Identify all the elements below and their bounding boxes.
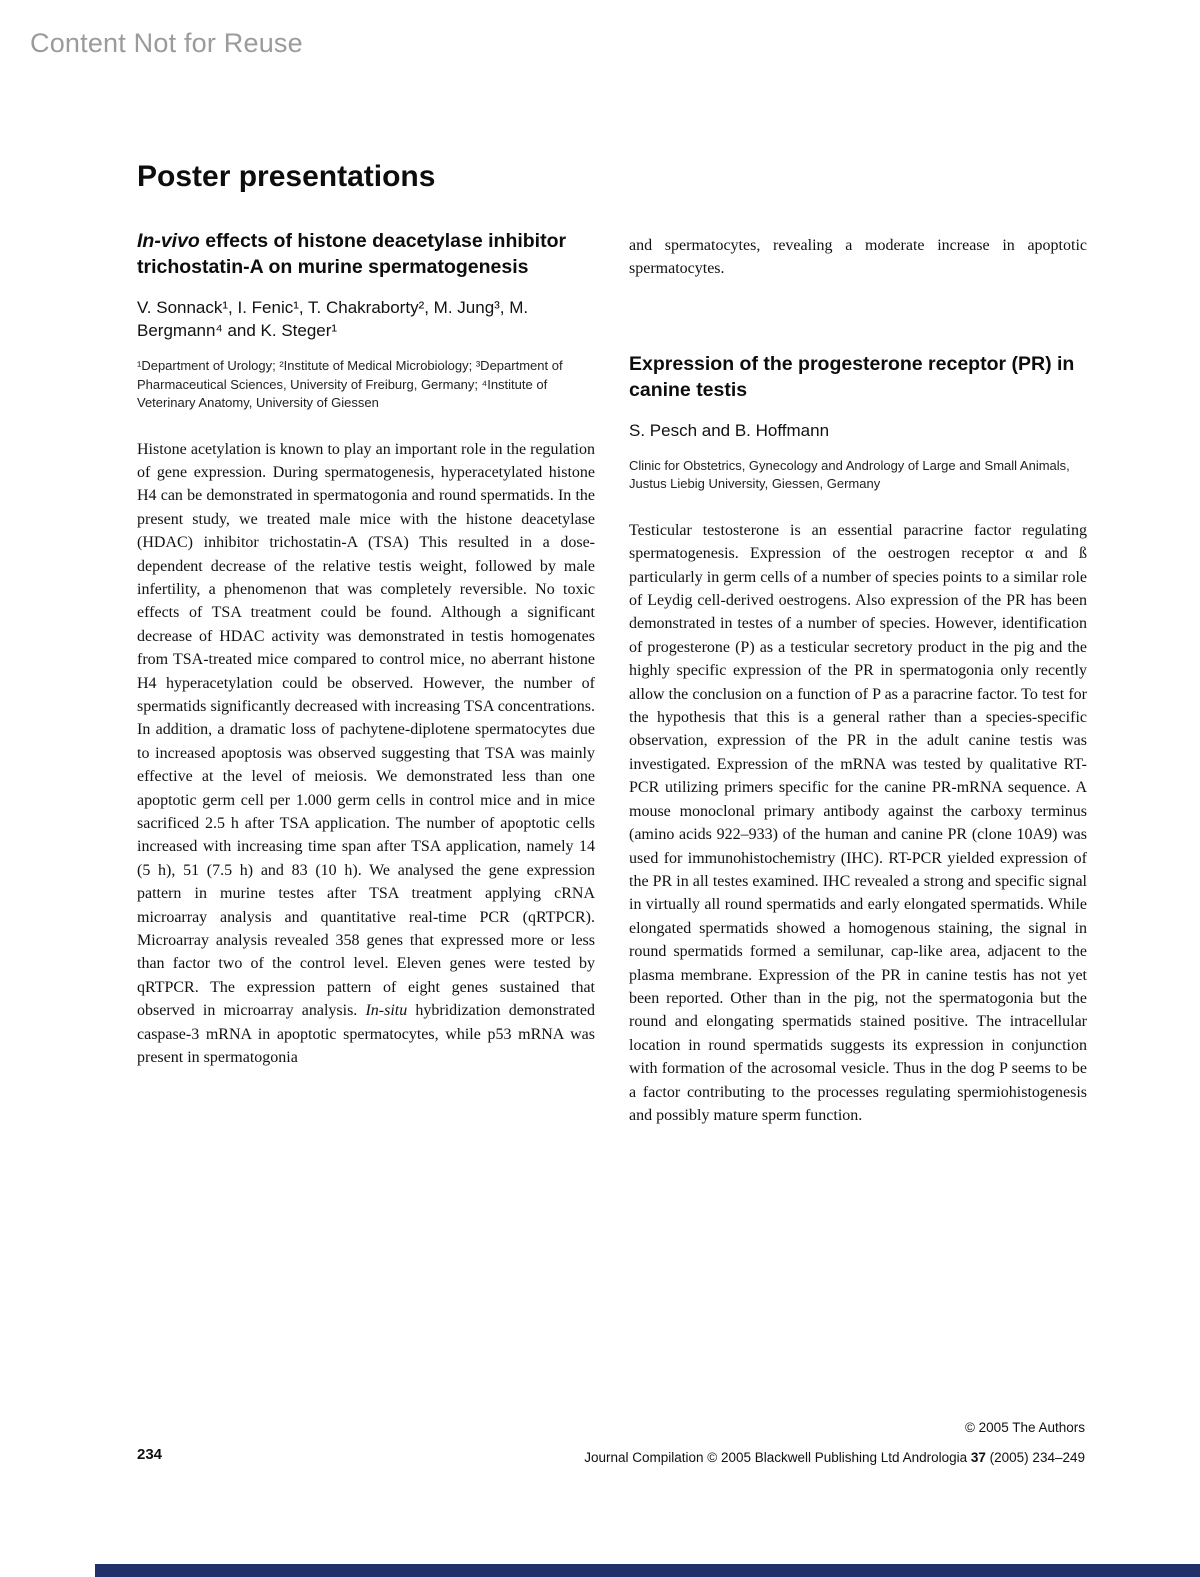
article1-abstract-italic-run: In-situ [365, 1002, 408, 1020]
article1-authors: V. Sonnack¹, I. Fenic¹, T. Chakraborty², M. Jung³, M. Bergmann⁴ and K. Steger¹ [137, 298, 529, 340]
article1-title [137, 228, 595, 280]
page-number: 234 [137, 1446, 163, 1463]
article1-abstract-part3: hybridization demonstrated caspase-3 mRNA in apoptotic spermatocytes, while p53 mRNA was present in spermatogonia [137, 1002, 595, 1067]
two-column-layout [137, 228, 1087, 1127]
right-column [629, 228, 1087, 1127]
article2-abstract: Testicular testosterone is an essential paracrine factor regulating spermatogenesis. Expression of the oestrogen receptor α and ß particularly in germ cells of a number of species points to a similar role of Leydig cell-derived oestrogens. Also expression of the PR has been demonstrated in testes of a number of species. However, identification of progesterone (P) as a testicular secretory product in the pig and the highly specific expression of the PR in spermatogonia only recently allow the conclusion on a function of P as a paracrine factor. To test for the hypothesis that this is a general rather than a species-specific observation, expression of the PR in the adult canine testis was investigated. Expression of the mRNA was tested by qualitative RT-PCR utilizing primers specific for the canine PR-mRNA sequence. A mouse monoclonal primary antibody against the carboxy terminus (amino acids 922–933) of the human and canine PR (clone 10A9) was used for immunohistochemistry (IHC). RT-PCR yielded expression of the PR in all testes examined. IHC revealed a strong and specific signal in virtually all round spermatids and early elongated spermatids. While elongated spermatids showed a homogenous staining, the signal in round spermatids formed a semilunar, cap-like area, adjacent to the plasma membrane. Expression of the PR in canine testis has not yet been reported. Other than in the pig, not the spermatogonia but the round and elongating spermatids stained positive. The intracellular location in round spermatids suggests its expression in conjunction with formation of the acrosomal vesicle. Thus in the dog P seems to be a factor contributing to the processes regulating spermiohistogenesis and possibly mature sperm function. [629, 521, 1087, 1124]
article1-abstract-part1: Histone acetylation is known to play an important role in the regulation of gene expression. During spermatogenesis, hyperacetylated histone H4 can be demonstrated in spermatogonia and round spermatids. In the present study, we treated male mice with the histone deacetylase (HDAC) inhibitor trichostatin-A (TSA) This resulted in a dose-dependent decrease of the relative testis weight, followed by male infertility, a phenomenon that was completely reversible. No toxic effects of TSA treatment could be found. Although a significant decrease of HDAC activity was demonstrated in testis homogenates from TSA-treated mice compared to control mice, no aberrant histone H4 hyperacetylation could be observed. However, the number of spermatids significantly decreased with increasing TSA concentrations. In addition, a dramatic loss of pachytene-diplotene spermatocytes due to increased apoptosis was observed suggesting that TSA was mainly effective at the level of meiosis. We demonstrated less than one apoptotic germ cell per 1.000 germ cells in control mice and in mice sacrificed 2.5 h after TSA application. The number of apoptotic cells increased with increasing time span after TSA application, namely 14 (5 h), 51 (7.5 h) and 83 (10 h). We analysed the gene expression pattern in murine testes after TSA treatment applying cRNA microarray analysis and quantitative real-time PCR (qRTPCR). Microarray analysis revealed 358 genes that expressed more or less than factor two of the control level. Eleven genes were tested by qRTPCR. The expression pattern of eight genes sustained that observed in microarray analysis. [137, 440, 595, 1020]
footer-copyright-line2-suffix: (2005) 234–249 [985, 1450, 1085, 1465]
article1-abstract-continuation: and spermatocytes, revealing a moderate increase in apoptotic spermatocytes. [629, 237, 1087, 278]
article1-title-italic: In-vivo [137, 230, 200, 252]
left-column [137, 228, 595, 1127]
article2-title: Expression of the progesterone receptor (PR) in canine testis [629, 352, 1075, 401]
footer-copyright [584, 1413, 1085, 1473]
footer-volume-number: 37 [970, 1450, 986, 1465]
watermark-text: Content Not for Reuse [30, 28, 303, 58]
article1-affiliations: ¹Department of Urology; ²Institute of Medical Microbiology; ³Department of Pharmaceutical Sciences, University of Freiburg, Germany; ⁴Institute of Veterinary Anatomy, University of Giessen [137, 358, 563, 410]
page-title: Poster presentations [137, 160, 436, 194]
article2-affiliations: Clinic for Obstetrics, Gynecology and Andrology of Large and Small Animals, Justus Liebig University, Giessen, Germany [629, 457, 1070, 492]
article2-authors: S. Pesch and B. Hoffmann [629, 420, 830, 440]
article1-title-rest: effects of histone deacetylase inhibitor trichostatin-A on murine spermatogenesis [137, 230, 567, 278]
footer-copyright-line1: © 2005 The Authors [964, 1420, 1085, 1435]
page-edge-bar [95, 1564, 1200, 1577]
footer-copyright-line2 [584, 1443, 1085, 1473]
article1-abstract [137, 438, 595, 1070]
footer-copyright-line2-prefix: Journal Compilation © 2005 Blackwell Publishing Ltd Andrologia [584, 1450, 971, 1465]
